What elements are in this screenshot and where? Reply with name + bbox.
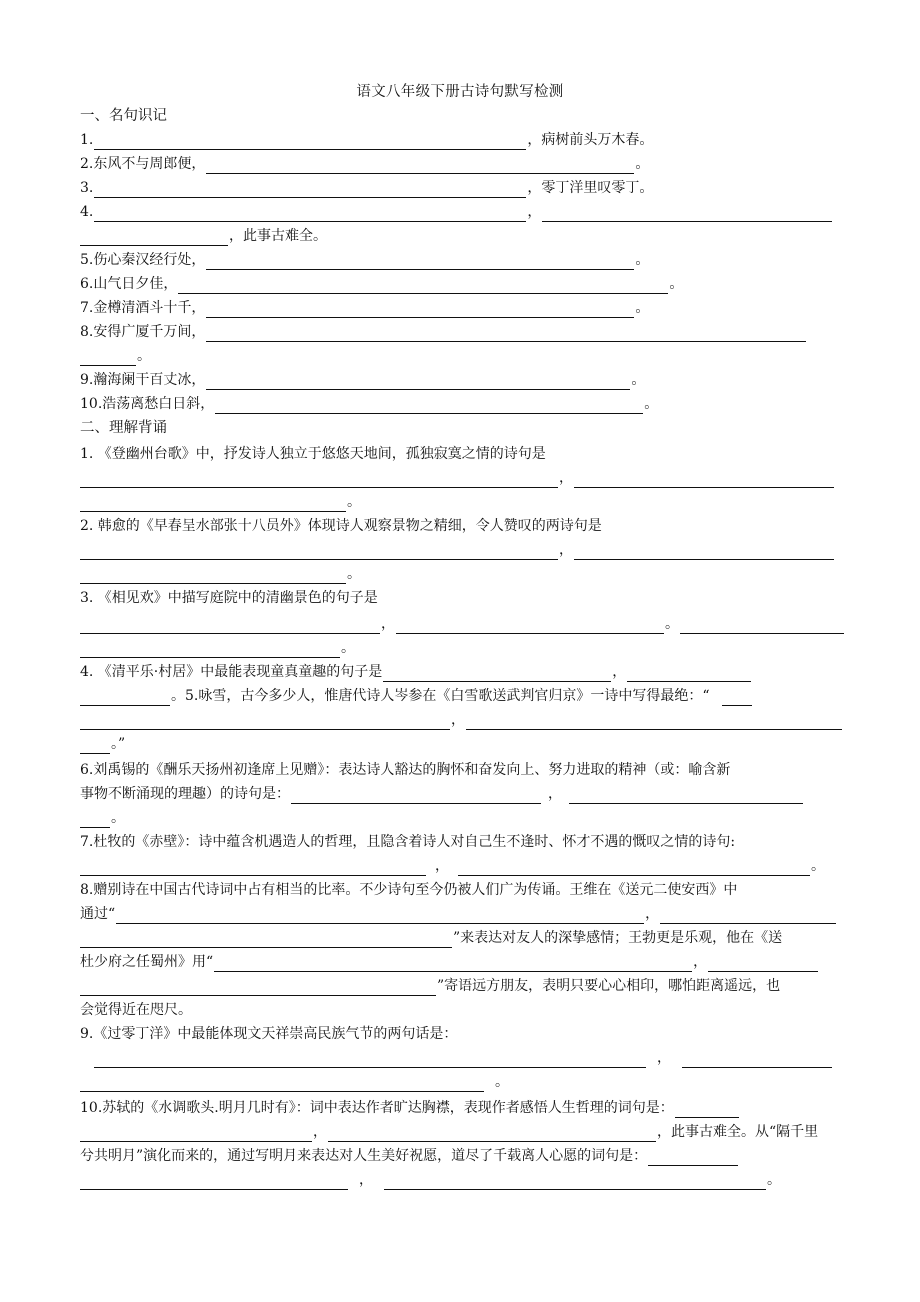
blank-field[interactable] <box>80 1074 484 1092</box>
question-2-1-answer-cont <box>80 488 850 512</box>
question-text: 杜少府之任蜀州》用“ <box>80 954 214 970</box>
blank-field[interactable] <box>80 348 136 366</box>
question-text: 3. 《相见欢》中描写庭院中的清幽景色的句子是 <box>80 590 378 606</box>
question-2-6 <box>80 756 850 780</box>
item-1-9 <box>80 366 850 390</box>
item-text: ， <box>381 616 395 632</box>
section-heading-2 <box>80 414 850 438</box>
question-2-8-cont1 <box>80 900 850 924</box>
item-text: 金樽清酒斗十千， <box>93 300 206 316</box>
question-2-7-answer <box>80 852 850 876</box>
item-text: ， <box>559 470 573 486</box>
item-number: 10. <box>80 396 103 412</box>
blank-field[interactable] <box>80 688 170 706</box>
item-text: 。 <box>669 276 684 292</box>
item-number: 9. <box>80 372 94 388</box>
item-text: 。 <box>635 252 650 268</box>
item-number: 7. <box>80 300 94 316</box>
item-text: 。 <box>631 372 646 388</box>
blank-field[interactable] <box>206 372 630 390</box>
blank-field[interactable] <box>682 1050 832 1068</box>
blank-field[interactable] <box>542 204 832 222</box>
question-2-8-cont3 <box>80 948 850 972</box>
blank-field[interactable] <box>206 156 634 174</box>
blank-field[interactable] <box>328 1124 656 1142</box>
item-text: 。 <box>644 396 659 412</box>
blank-field[interactable] <box>206 300 634 318</box>
blank-field[interactable] <box>80 494 346 512</box>
item-number: 5. <box>80 252 94 268</box>
blank-field[interactable] <box>178 276 668 294</box>
item-text: ， <box>527 204 542 220</box>
blank-field[interactable] <box>80 566 346 584</box>
question-2-2 <box>80 512 850 536</box>
blank-field[interactable] <box>396 616 664 634</box>
blank-field[interactable] <box>80 542 558 560</box>
item-text: 浩荡离愁白日斜， <box>102 396 215 412</box>
question-text: 4. 《清平乐·村居》中最能表现童真童趣的句子是 <box>80 664 383 680</box>
question-2-10-cont1 <box>80 1118 850 1142</box>
item-text: 。 <box>495 1074 509 1090</box>
section-heading-1 <box>80 102 850 126</box>
question-text: 10.苏轼的《水调歌头.明月几时有》：词中表达作者旷达胸襟，表现作者感悟人生哲理的词句是： <box>80 1100 674 1116</box>
blank-field[interactable] <box>80 930 452 948</box>
blank-field[interactable] <box>94 1050 646 1068</box>
question-2-3-answer-cont <box>80 634 850 658</box>
blank-field[interactable] <box>206 324 806 342</box>
item-text: 东风不与周郎便， <box>93 156 206 172</box>
question-2-4 <box>80 658 850 682</box>
blank-field[interactable] <box>722 688 752 706</box>
blank-field[interactable] <box>660 906 836 924</box>
blank-field[interactable] <box>383 664 611 682</box>
question-2-1 <box>80 440 850 464</box>
blank-field[interactable] <box>708 954 818 972</box>
blank-field[interactable] <box>458 858 810 876</box>
item-text: ， <box>359 1172 373 1188</box>
item-1-2 <box>80 150 850 174</box>
item-text: 。 <box>767 1172 781 1188</box>
question-2-9-answer-cont <box>80 1068 850 1092</box>
item-text: ， <box>657 1050 671 1066</box>
item-number: 2. <box>80 156 94 172</box>
item-number: 8. <box>80 324 94 340</box>
question-text: 6.刘禹锡的《酬乐天扬州初逢席上见赠》：表达诗人豁达的胸怀和奋发向上、努力进取的精神（或：喻含新 <box>80 762 731 778</box>
item-text: ， <box>645 906 660 922</box>
question-text: 9.《过零丁洋》中最能体现文天祥崇高民族气节的两句话是： <box>80 1026 458 1042</box>
item-text: 瀚海阑干百丈冰， <box>93 372 206 388</box>
question-text: 2. 韩愈的《早春呈水部张十八员外》体现诗人观察景物之精细，令人赞叹的两诗句是 <box>80 518 602 534</box>
question-2-3-answer <box>80 610 850 634</box>
item-number: 1. <box>80 132 94 148</box>
item-text: ， <box>313 1124 327 1140</box>
blank-field[interactable] <box>384 1172 766 1190</box>
item-number: 6. <box>80 276 94 292</box>
question-text: 通过“ <box>80 906 116 922</box>
blank-field[interactable] <box>675 1100 739 1118</box>
blank-field[interactable] <box>214 954 692 972</box>
question-text: ，此事古难全。从“隔千里 <box>657 1124 819 1140</box>
question-text: 。5.咏雪，古今多少人，惟唐代诗人岑参在《白雪歌送武判官归京》一诗中写得最绝：“ <box>171 688 710 704</box>
question-2-8 <box>80 876 850 900</box>
blank-field[interactable] <box>80 470 558 488</box>
question-2-9 <box>80 1020 850 1044</box>
item-1-4 <box>80 198 850 222</box>
question-2-9-answer <box>80 1044 850 1068</box>
item-1-8 <box>80 318 850 342</box>
item-text: 安得广厦千万间， <box>93 324 206 340</box>
blank-field[interactable] <box>80 228 228 246</box>
item-text: ，零丁洋里叹零丁。 <box>527 180 654 196</box>
item-text: 。 <box>635 300 650 316</box>
item-text: ， <box>693 954 708 970</box>
question-2-10-cont2 <box>80 1142 850 1166</box>
page-title: 语文八年级下册古诗句默写检测 <box>356 84 564 100</box>
item-text: 伤心秦汉经行处， <box>93 252 206 268</box>
item-text: 。 <box>811 858 825 874</box>
question-text: 1. 《登幽州台歌》中，抒发诗人独立于悠悠天地间，孤独寂寞之情的诗句是 <box>80 446 546 462</box>
blank-field[interactable] <box>80 978 436 996</box>
question-text: ”寄语远方朋友，表明只要心心相印，哪怕距离遥远，也 <box>437 978 781 994</box>
item-text: 。 <box>111 810 125 826</box>
item-text: ， <box>612 664 627 680</box>
item-text: 。 <box>635 156 650 172</box>
question-2-10 <box>80 1094 850 1118</box>
question-2-5-answer <box>80 706 850 730</box>
item-text: 。 <box>341 640 355 656</box>
blank-field[interactable] <box>116 906 644 924</box>
blank-field[interactable] <box>291 786 541 804</box>
question-text: 8.赠别诗在中国古代诗词中占有相当的比率。不少诗句至今仍被人们广为传诵。王维在《送元二使安西》中 <box>80 882 738 898</box>
item-1-3 <box>80 174 850 198</box>
question-2-2-answer <box>80 536 850 560</box>
item-text: 。 <box>347 566 361 582</box>
blank-field[interactable] <box>215 396 643 414</box>
item-text: ， <box>548 786 562 802</box>
question-2-8-cont2 <box>80 924 850 948</box>
blank-field[interactable] <box>80 616 380 634</box>
item-1-1 <box>80 126 850 150</box>
item-text: ，此事古难全。 <box>229 228 327 244</box>
question-2-6-cont2 <box>80 804 850 828</box>
blank-field[interactable] <box>94 132 526 150</box>
blank-field[interactable] <box>466 712 842 730</box>
blank-field[interactable] <box>569 786 803 804</box>
blank-field[interactable] <box>80 858 426 876</box>
question-2-8-cont5 <box>80 996 850 1020</box>
blank-field[interactable] <box>574 470 834 488</box>
question-text: 会觉得近在咫尺。 <box>80 1002 192 1018</box>
blank-field[interactable] <box>80 810 110 828</box>
blank-field[interactable] <box>574 542 834 560</box>
question-2-5-answer-cont <box>80 730 850 754</box>
question-text: 事物不断涌现的理趣）的诗句是： <box>80 786 290 802</box>
blank-field[interactable] <box>80 1172 348 1190</box>
question-2-6-cont <box>80 780 850 804</box>
item-1-10 <box>80 390 850 414</box>
item-1-5 <box>80 246 850 270</box>
item-1-6 <box>80 270 850 294</box>
item-text: 。” <box>111 736 126 752</box>
blank-field[interactable] <box>94 180 526 198</box>
question-text: 7.杜牧的《赤壁》：诗中蕴含机遇造人的哲理，且隐含着诗人对自己生不逢时、怀才不遇的慨叹之情的诗句: <box>80 834 736 850</box>
item-text: 。 <box>137 348 151 364</box>
question-text: 兮共明月”演化而来的，通过写明月来表达对人生美好祝愿，道尽了千载离人心愿的词句是： <box>80 1148 648 1164</box>
item-number: 4. <box>80 204 94 220</box>
blank-field[interactable] <box>80 736 110 754</box>
item-text: 。 <box>347 494 361 510</box>
item-text: 。 <box>665 616 679 632</box>
section-heading-label: 一、名句识记 <box>80 108 167 124</box>
blank-field[interactable] <box>648 1148 738 1166</box>
question-2-10-cont3 <box>80 1166 850 1190</box>
item-1-8-cont <box>80 342 850 366</box>
blank-field[interactable] <box>80 1124 312 1142</box>
question-2-2-answer-cont <box>80 560 850 584</box>
item-number: 3. <box>80 180 94 196</box>
blank-field[interactable] <box>206 252 634 270</box>
blank-field[interactable] <box>680 616 844 634</box>
question-2-8-cont4 <box>80 972 850 996</box>
item-text: 山气日夕佳， <box>93 276 178 292</box>
blank-field[interactable] <box>80 640 340 658</box>
blank-field[interactable] <box>627 664 751 682</box>
item-text: ， <box>559 542 573 558</box>
question-2-3 <box>80 584 850 608</box>
section-heading-label: 二、理解背诵 <box>80 420 167 436</box>
question-2-1-answer <box>80 464 850 488</box>
item-1-7 <box>80 294 850 318</box>
question-2-4-cont <box>80 682 850 706</box>
question-text: ”来表达对友人的深挚感情；王勃更是乐观，他在《送 <box>453 930 783 946</box>
item-text: ， <box>435 858 449 874</box>
question-2-7 <box>80 828 850 852</box>
item-1-4-cont <box>80 222 850 246</box>
item-text: ，病树前头万木春。 <box>527 132 654 148</box>
blank-field[interactable] <box>80 712 450 730</box>
blank-field[interactable] <box>94 204 526 222</box>
item-text: ， <box>451 712 465 728</box>
